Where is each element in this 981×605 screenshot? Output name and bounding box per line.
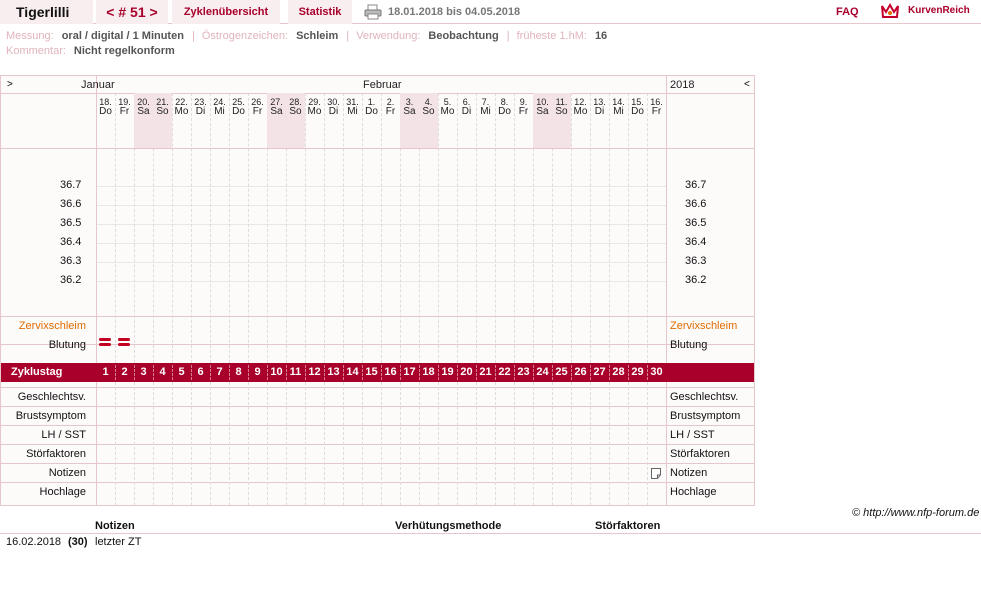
day-weekday: Mo	[573, 106, 588, 117]
date-range: 18.01.2018 bis 04.05.2018	[388, 6, 521, 18]
contraception-header: Verhütungsmethode	[395, 520, 502, 532]
day-gridline	[552, 382, 553, 505]
day-gridline	[476, 93, 477, 363]
cycle-day-number[interactable]: 27	[593, 366, 606, 378]
row-divider	[1, 482, 754, 483]
day-gridline	[229, 93, 230, 363]
crown-icon	[880, 2, 900, 20]
note-date: 16.02.2018	[6, 536, 62, 548]
day-gridline	[514, 382, 515, 505]
earliest-label: früheste 1.hM:	[516, 30, 587, 42]
cycle-day-separator	[134, 365, 135, 380]
day-weekday: Do	[99, 106, 112, 117]
temperature-label-right: 36.3	[685, 255, 707, 267]
cycle-day-separator	[457, 365, 458, 380]
day-weekday: Fr	[119, 106, 130, 117]
temperature-label-left: 36.7	[60, 179, 82, 191]
day-weekday: Mo	[307, 106, 322, 117]
day-weekday: Fr	[518, 106, 529, 117]
cycle-day-separator	[419, 365, 420, 380]
header-divider-2	[1, 148, 754, 149]
app-title: Tigerlilli	[0, 0, 93, 24]
faq-link[interactable]: FAQ	[836, 6, 859, 18]
day-gridline	[324, 382, 325, 505]
day-gridline	[229, 382, 230, 505]
left-label-divider	[96, 76, 97, 505]
cycle-day-separator	[438, 365, 439, 380]
cycle-day-number[interactable]: 30	[650, 366, 663, 378]
day-gridline	[571, 93, 572, 363]
cycle-day-number[interactable]: 5	[178, 366, 185, 378]
previous-cycle-button[interactable]: >	[7, 79, 13, 90]
day-gridline	[362, 382, 363, 505]
day-date: 15.	[631, 97, 644, 107]
cycle-day-number[interactable]: 1	[102, 366, 109, 378]
day-date: 3.	[405, 97, 414, 107]
day-date: 1.	[367, 97, 376, 107]
day-weekday: Mi	[480, 106, 491, 117]
day-weekday: Di	[594, 106, 605, 117]
cycle-day-separator	[343, 365, 344, 380]
cycle-day-separator	[647, 365, 648, 380]
temperature-label-right: 36.2	[685, 274, 707, 286]
cycle-day-number[interactable]: 6	[197, 366, 204, 378]
printer-icon[interactable]	[364, 4, 382, 20]
day-gridline	[172, 382, 173, 505]
cycle-day-separator	[476, 365, 477, 380]
cycle-day-separator	[495, 365, 496, 380]
temperature-label-right: 36.7	[685, 179, 707, 191]
day-gridline	[324, 93, 325, 363]
day-weekday: Sa	[137, 106, 150, 117]
cycle-day-separator	[552, 365, 553, 380]
temperature-label-left: 36.5	[60, 217, 82, 229]
day-gridline	[590, 93, 591, 363]
comment-value: Nicht regelkonform	[73, 45, 175, 57]
row-divider	[1, 463, 754, 464]
day-gridline	[115, 382, 116, 505]
day-gridline	[609, 382, 610, 505]
usage-value: Beobachtung	[428, 30, 499, 42]
temperature-label-left: 36.3	[60, 255, 82, 267]
day-gridline	[647, 93, 648, 363]
tab-cycle-overview[interactable]: Zyklenübersicht	[172, 0, 280, 24]
cycle-day-separator	[305, 365, 306, 380]
cycle-day-separator	[514, 365, 515, 380]
cycle-day-separator	[609, 365, 610, 380]
cycle-day-separator	[210, 365, 211, 380]
bottom-row-label-right: LH / SST	[670, 429, 715, 441]
day-weekday: Mo	[440, 106, 455, 117]
cycle-day-number[interactable]: 29	[631, 366, 644, 378]
cycle-day-separator	[400, 365, 401, 380]
cycle-day-number[interactable]: 22	[498, 366, 511, 378]
bleeding-icon[interactable]	[99, 338, 111, 341]
cycle-day-number[interactable]: 12	[308, 366, 321, 378]
cycle-day-number[interactable]: 4	[159, 366, 166, 378]
logo-text: KurvenReich	[908, 5, 970, 16]
day-gridline	[210, 93, 211, 363]
cycle-day-separator	[571, 365, 572, 380]
cycle-day-number[interactable]: 15	[365, 366, 378, 378]
note-text: letzter ZT	[95, 536, 142, 548]
cycle-day-label: Zyklustag	[11, 366, 63, 378]
temperature-bottom	[1, 316, 754, 317]
day-gridline	[286, 382, 287, 505]
bottom-row-label: Hochlage	[39, 486, 86, 498]
bottom-row-label-right: Hochlage	[670, 486, 717, 498]
cycle-day-separator	[229, 365, 230, 380]
cycle-day-separator	[362, 365, 363, 380]
cervix-row-label: Zervixschleim	[18, 320, 86, 332]
year-label: 2018	[670, 79, 695, 91]
cycle-navigator-tab[interactable]: < # 51 >	[96, 0, 168, 24]
cycle-day-separator	[115, 365, 116, 380]
day-weekday: Mi	[347, 106, 358, 117]
day-gridline	[495, 382, 496, 505]
bleeding-row-label-right: Blutung	[670, 339, 708, 351]
day-gridline	[419, 382, 420, 505]
day-date: 16.	[650, 97, 663, 107]
day-gridline	[628, 93, 629, 363]
cycle-day-number[interactable]: 14	[346, 366, 359, 378]
day-gridline	[438, 382, 439, 505]
day-weekday: Mo	[174, 106, 189, 117]
measurement-value: oral / digital / 1 Minuten	[61, 30, 184, 42]
bottom-row-label: Notizen	[48, 467, 86, 479]
day-gridline	[533, 382, 534, 505]
day-date: 20.	[137, 97, 150, 107]
next-cycle-button[interactable]: <	[744, 79, 750, 90]
day-weekday: Mi	[214, 106, 225, 117]
day-gridline	[438, 93, 439, 363]
comment-info	[6, 45, 179, 57]
cycle-day-number[interactable]: 13	[327, 366, 340, 378]
cycle-day-number[interactable]: 23	[517, 366, 530, 378]
day-gridline	[305, 93, 306, 363]
day-date: 31.	[346, 97, 359, 107]
right-label-divider	[666, 76, 667, 505]
bottom-row-label-right: Geschlechtsv.	[670, 391, 739, 403]
day-gridline	[628, 382, 629, 505]
day-date: 13.	[593, 97, 606, 107]
day-gridline	[305, 382, 306, 505]
day-date: 30.	[327, 97, 340, 107]
day-gridline	[172, 93, 173, 363]
comment-label: Kommentar:	[6, 45, 66, 57]
day-gridline	[457, 93, 458, 363]
cycle-day-number[interactable]: 25	[555, 366, 568, 378]
day-gridline	[191, 382, 192, 505]
month-label-january: Januar	[81, 79, 115, 91]
day-gridline	[476, 382, 477, 505]
day-date: 14.	[612, 97, 625, 107]
cycle-day-number[interactable]: 24	[536, 366, 549, 378]
day-weekday: Fr	[651, 106, 662, 117]
bleeding-icon[interactable]	[118, 338, 130, 341]
day-weekday: Do	[232, 106, 245, 117]
day-weekday: Mi	[613, 106, 624, 117]
day-date: 11.	[555, 97, 568, 107]
logo[interactable]	[880, 2, 981, 22]
temperature-label-right: 36.5	[685, 217, 707, 229]
day-weekday: Fr	[252, 106, 263, 117]
table-divider	[0, 533, 981, 534]
note-icon[interactable]	[651, 468, 661, 479]
cycle-chart	[0, 75, 755, 506]
cervix-row-label-right: Zervixschleim	[670, 320, 738, 332]
cycle-day-number[interactable]: 28	[612, 366, 625, 378]
day-gridline	[400, 382, 401, 505]
day-weekday: So	[289, 106, 302, 117]
note-cycle-day: (30)	[68, 536, 88, 548]
cycle-day-number[interactable]: 17	[403, 366, 416, 378]
cycle-day-number[interactable]: 20	[460, 366, 473, 378]
day-weekday: Di	[195, 106, 206, 117]
day-weekday: Do	[631, 106, 644, 117]
cycle-day-separator	[381, 365, 382, 380]
bottom-row-label: Brustsymptom	[15, 410, 86, 422]
bottom-row-label-right: Brustsymptom	[670, 410, 741, 422]
day-date: 25.	[232, 97, 245, 107]
day-gridline	[590, 382, 591, 505]
cycle-day-separator	[153, 365, 154, 380]
day-date: 5.	[443, 97, 452, 107]
temperature-label-right: 36.6	[685, 198, 707, 210]
temperature-label-left: 36.4	[60, 236, 82, 248]
top-bar	[0, 0, 981, 24]
disturbance-header: Störfaktoren	[595, 520, 661, 532]
bleeding-icon[interactable]	[118, 343, 130, 346]
temperature-label-right: 36.4	[685, 236, 707, 248]
day-gridline	[191, 93, 192, 363]
day-date: 7.	[481, 97, 490, 107]
temperature-label-left: 36.6	[60, 198, 82, 210]
day-date: 8.	[500, 97, 509, 107]
cycle-day-number[interactable]: 7	[216, 366, 223, 378]
day-gridline	[343, 382, 344, 505]
day-date: 10.	[536, 97, 549, 107]
day-gridline	[514, 93, 515, 363]
day-date: 6.	[462, 97, 471, 107]
cycle-day-number[interactable]: 3	[140, 366, 147, 378]
day-date: 23.	[194, 97, 207, 107]
cycle-day-separator	[628, 365, 629, 380]
day-weekday: Di	[461, 106, 472, 117]
day-gridline	[495, 93, 496, 363]
day-gridline	[362, 93, 363, 363]
day-weekday: So	[422, 106, 435, 117]
day-weekday: Sa	[270, 106, 283, 117]
day-date: 21.	[156, 97, 169, 107]
cycle-day-separator	[191, 365, 192, 380]
day-weekday: Do	[365, 106, 378, 117]
row-divider	[1, 387, 754, 388]
cycle-day-number[interactable]: 21	[479, 366, 492, 378]
day-date: 22.	[175, 97, 188, 107]
estrogen-value: Schleim	[296, 30, 339, 42]
day-date: 18.	[99, 97, 112, 107]
row-divider	[1, 444, 754, 445]
day-gridline	[248, 382, 249, 505]
cycle-day-number[interactable]: 11	[289, 366, 302, 378]
notes-header: Notizen	[95, 520, 135, 532]
day-gridline	[457, 382, 458, 505]
cycle-day-number[interactable]: 19	[441, 366, 454, 378]
cycle-day-bar	[1, 363, 754, 382]
day-weekday: Sa	[403, 106, 416, 117]
day-date: 19.	[118, 97, 131, 107]
day-date: 27.	[270, 97, 283, 107]
day-date: 2.	[386, 97, 395, 107]
day-gridline	[115, 93, 116, 363]
day-gridline	[267, 382, 268, 505]
day-date: 28.	[289, 97, 302, 107]
bleeding-row-label: Blutung	[48, 339, 86, 351]
day-weekday: So	[555, 106, 568, 117]
cycle-day-number[interactable]: 8	[235, 366, 242, 378]
bottom-row-label-right: Notizen	[670, 467, 708, 479]
cycle-day-separator	[172, 365, 173, 380]
copyright: © http://www.nfp-forum.de	[852, 507, 980, 519]
cycle-day-separator	[286, 365, 287, 380]
cycle-day-number[interactable]: 10	[270, 366, 283, 378]
day-date: 4.	[424, 97, 433, 107]
cycle-day-number[interactable]: 9	[254, 366, 261, 378]
day-weekday: Di	[328, 106, 339, 117]
estrogen-label: Östrogenzeichen:	[201, 30, 289, 42]
bottom-row-label: LH / SST	[41, 429, 86, 441]
cycle-day-separator	[267, 365, 268, 380]
cycle-day-number[interactable]: 16	[384, 366, 397, 378]
day-gridline	[153, 382, 154, 505]
cycle-day-separator	[324, 365, 325, 380]
usage-label: Verwendung:	[356, 30, 421, 42]
day-gridline	[647, 382, 648, 505]
day-date: 29.	[308, 97, 321, 107]
day-gridline	[343, 93, 344, 363]
day-date: 9.	[519, 97, 528, 107]
day-gridline	[210, 382, 211, 505]
cycle-day-number[interactable]: 26	[574, 366, 587, 378]
bottom-row-label: Störfaktoren	[26, 448, 86, 460]
tab-statistics[interactable]: Statistik	[288, 0, 352, 24]
day-gridline	[571, 382, 572, 505]
day-gridline	[381, 382, 382, 505]
day-gridline	[609, 93, 610, 363]
bottom-row-label-right: Störfaktoren	[670, 448, 730, 460]
cycle-day-number[interactable]: 18	[422, 366, 435, 378]
day-date: 24.	[213, 97, 226, 107]
day-gridline	[248, 93, 249, 363]
day-gridline	[381, 93, 382, 363]
day-weekday: Sa	[536, 106, 549, 117]
row-divider	[1, 344, 754, 345]
day-weekday: Fr	[385, 106, 396, 117]
header-divider-1	[1, 93, 754, 94]
cycle-day-separator	[248, 365, 249, 380]
cycle-day-number[interactable]: 2	[121, 366, 128, 378]
day-weekday: So	[156, 106, 169, 117]
cycle-day-separator	[533, 365, 534, 380]
day-date: 12.	[574, 97, 587, 107]
row-divider	[1, 425, 754, 426]
day-date: 26.	[251, 97, 264, 107]
cycle-day-separator	[590, 365, 591, 380]
measurement-label: Messung:	[6, 30, 54, 42]
bottom-row-label: Geschlechtsv.	[17, 391, 86, 403]
temperature-label-left: 36.2	[60, 274, 82, 286]
day-weekday: Do	[498, 106, 511, 117]
earliest-value: 16	[594, 30, 608, 42]
day-gridline	[134, 382, 135, 505]
bleeding-icon[interactable]	[99, 343, 111, 346]
row-divider	[1, 406, 754, 407]
measurement-info: Messung: oral / digital / 1 Minuten | Östrogenzeichen: Schleim | Verwendung: Beobachtung | früheste 1.hM: 16	[6, 30, 608, 42]
month-label-february: Februar	[363, 79, 402, 91]
